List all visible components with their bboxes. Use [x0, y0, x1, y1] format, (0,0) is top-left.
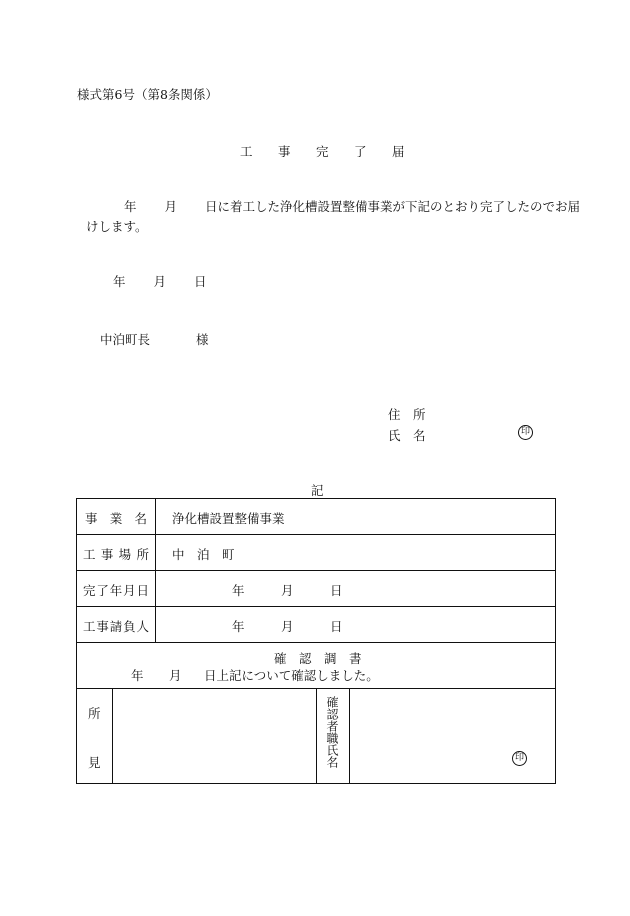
recipient-honorific: 様	[196, 332, 209, 347]
confirmation-year: 年	[131, 668, 144, 683]
submission-month: 月	[153, 274, 167, 289]
seal-icon: 印	[512, 751, 527, 766]
project-name-value: 浄化槽設置整備事業	[172, 511, 285, 526]
contractor-day: 日	[330, 619, 343, 634]
body-year: 年	[124, 199, 137, 214]
seal-icon: 印	[518, 425, 533, 440]
body-text-line-2: けします。	[86, 219, 148, 234]
contractor-month: 月	[281, 619, 294, 634]
confirmation-month: 月	[169, 668, 182, 683]
title-char: 事	[278, 144, 291, 159]
note-heading: 記	[311, 483, 324, 498]
title-char: 届	[392, 144, 405, 159]
completion-day: 日	[330, 583, 343, 598]
confirmation-title: 確 認 調 書	[274, 651, 362, 666]
address-label: 住 所	[388, 407, 426, 422]
body-month: 月	[164, 199, 178, 214]
body-text-line-1	[124, 197, 580, 215]
title-char: 完	[316, 144, 329, 159]
contractor-year: 年	[232, 619, 245, 634]
title-char: 工	[240, 144, 253, 159]
site-label: 工 事 場 所	[83, 547, 149, 562]
recipient	[100, 330, 209, 348]
opinion-label-top: 所	[88, 706, 101, 721]
document-title	[240, 142, 430, 160]
details-table	[76, 498, 556, 784]
name-label: 氏 名	[388, 428, 426, 443]
form-number: 様式第6号（第8条関係）	[77, 87, 218, 102]
completion-year: 年	[232, 583, 245, 598]
body-day-text: 日に着工した浄化槽設置整備事業が下記のとおり完了したのでお届	[205, 199, 581, 214]
opinion-field[interactable]	[195, 697, 313, 781]
submission-day: 日	[194, 274, 207, 289]
confirmer-field[interactable]	[353, 695, 553, 781]
site-value: 中 泊 町	[172, 547, 235, 562]
project-name-label: 事 業 名	[85, 511, 147, 526]
recipient-name: 中泊町長	[100, 332, 151, 347]
submission-date	[113, 272, 207, 290]
completion-date-label: 完 了 年 月 日	[83, 583, 149, 598]
opinion-label-bottom: 見	[88, 755, 101, 770]
submission-year: 年	[113, 274, 126, 289]
confirmer-label: 確認者職氏名	[325, 696, 339, 768]
contractor-label: 工 事 請 負 人	[83, 619, 149, 634]
title-char: 了	[354, 144, 367, 159]
completion-month: 月	[281, 583, 294, 598]
confirmation-text: 日上記について確認しました。	[204, 668, 379, 683]
